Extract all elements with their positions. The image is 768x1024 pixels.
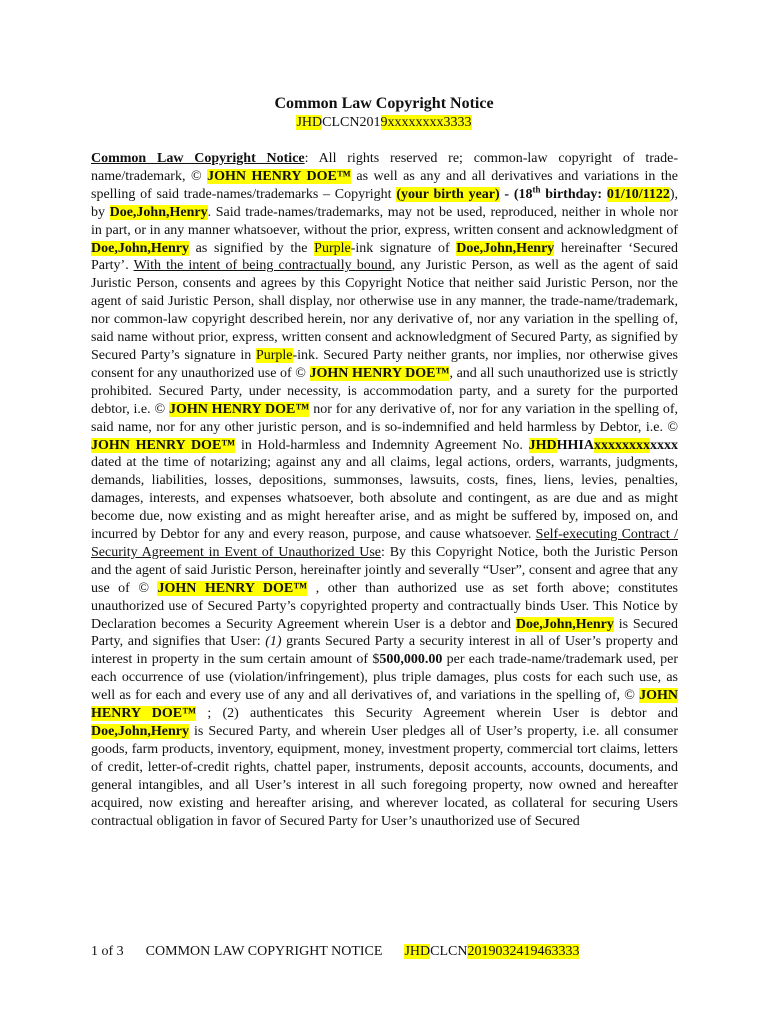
footer-code-part-1: JHD [404,944,431,959]
body-text: nor for any derivative of, nor for any variation in the spelling of, said name, nor for any other juristic person, and is so-indemnified and held harmless by Debtor, i.e. © [91,401,679,435]
body-text: - (18 [499,186,533,202]
doc-code-part-3: 9xxxxxxxx3333 [380,115,472,130]
body-text: grants Secured Party a security interest in all of User’s property and interest in property in the sum certain amount of $ [91,634,678,668]
footer-code-part-2: CLCN [430,944,468,959]
birthday-date: 01/10/1122 [606,186,670,202]
body-text: ), by [91,186,678,220]
doc-code-part-1: JHD [296,115,323,130]
ink-color-highlight: Purple [314,240,351,256]
document-title: Common Law Copyright Notice [274,95,494,112]
footer-label: COMMON LAW COPYRIGHT NOTICE [145,944,383,959]
body-text: -ink. Secured Party neither grants, nor implies, nor otherwise gives consent for any unauthorized use of © [91,347,678,381]
ink-color-highlight: Purple [255,347,293,363]
intent-clause: With the intent of being contractually bound [133,258,392,274]
sum-amount: 500,000.00 [379,652,443,668]
body-text: , other than authorized use as set forth above; constitutes unauthorized use of Secured Party’s copyrighted property and contractually binds User. This Notice by Declaration becomes a Security Agreement wherein User is a debtor and [91,580,678,632]
body-text: is Secured Party, and wherein User pledges all of User’s property, i.e. all consumer goods, farm products, inventory, equipment, money, investment property, commercial tort claims, letters of credit, letter-of-credit rights, chattel paper, instruments, deposit accounts, accounts, documents, and general intangibles, and all User’s interest in all such foregoing property, now owned and hereafter acquired, now existing and hereafter arising, and wherever located, as collateral for securing Users contractual obligation in favor of Secured Party for User’s unauthorized use of Secured [91,724,678,829]
page-footer [91,943,691,961]
body-text: : By this Copyright Notice, both the Juristic Person and the agent of said Juristic Person, hereinafter jointly and severally “User”, consent and agree that any use of © [91,544,678,596]
doc-code-part-2: CLCN201 [322,115,381,130]
body-text: as signified by the [189,240,315,256]
page-number: 1 of 3 [91,944,124,959]
ordinal-suffix: th [532,184,541,195]
body-text: dated at the time of notarizing; against any and all claims, legal actions, orders, warrants, judgments, demands, liabilities, losses, depositions, summonses, lawsuits, costs, fines, liens, levies, penalties, damages, interests, and expenses whatsoever, both absolute and contingent, as are due and as might become due, now existing and as might hereafter arise, and as might be suffered by, imposed on, and incurred by Debtor for any and every reason, purpose, and cause whatsoever. [91,455,678,543]
body-text: , and all such unauthorized use is strictly prohibited. Secured Party, under necessity, is accommodation party, and a surety for the purported debtor, i.e. © [91,365,678,417]
trademark-name: JOHN HENRY DOE™ [91,688,678,722]
body-text: ; (2) authenticates this Security Agreement wherein User is debtor and [196,706,678,722]
body-text: , any Juristic Person, as well as the agent of said Juristic Person, consents and agrees by this Copyright Notice that neither said Juristic Person, nor the agent of said Juristic Person, shall display, nor otherwise use in any manner, the trade-name/trademark, nor common-law copyright described herein, nor any derivative of, nor any variation in the spelling of, said name without prior, express, written consent and acknowledgment of Secured Party, as signified by Secured Party’s signature in [91,258,678,363]
body-text: : All rights reserved re; common-law copyright of trade-name/trademark, © [91,151,678,184]
trademark-name: JOHN HENRY DOE™ [309,365,450,381]
birth-year-placeholder: (your birth year) [396,186,500,202]
body-text: in Hold-harmless and Indemnity Agreement No. [235,437,529,453]
body-text: birthday: [540,186,607,202]
agreement-number-part: JHD [528,437,557,453]
notice-heading: Common Law Copyright Notice [91,151,305,166]
trademark-name: JOHN HENRY DOE™ [168,401,310,417]
agreement-number-part: HHIA [556,437,594,453]
secured-party-name: Doe,John,Henry [456,240,555,256]
section-heading: Self-executing Contract / Security Agreement in Event of Unauthorized Use [91,527,678,560]
list-marker: (1) [265,634,282,650]
trademark-name: JOHN HENRY DOE™ [91,437,236,453]
secured-party-name: Doe,John,Henry [91,240,189,256]
body-text: per each trade-name/trademark used, per each occurrence of use (violation/infringement), plus triple damages, plus costs for each such use, as well as for each and every use of any and all derivatives of, and variations in the spelling of, © [91,652,678,704]
body-text: is Secured Party, and signifies that User: [91,616,679,650]
secured-party-name: Doe,John,Henry [109,204,208,220]
body-text: as well as any and all derivatives and variations in the spelling of said trade-names/trademarks – Copyright [91,168,679,202]
notice-body [91,150,678,830]
trademark-name: JOHN HENRY DOE™ [157,580,308,596]
body-text: . Said trade-names/trademarks, may not be used, reproduced, neither in whole nor in part, or in any manner whatsoever, without the prior, express, written consent and acknowledgment of [91,204,679,238]
body-text: -ink signature of [350,240,457,256]
document-code [0,114,768,132]
secured-party-name: Doe,John,Henry [91,724,189,739]
agreement-number-part: xxxxxxxx [594,437,650,453]
secured-party-name: Doe,John,Henry [515,616,614,632]
agreement-number-part: xxxx [650,437,678,453]
footer-code-part-3: 2019032419463333 [467,944,580,959]
trademark-name: JOHN HENRY DOE™ [207,168,351,184]
body-text: hereinafter ‘Secured Party’. [91,240,679,274]
